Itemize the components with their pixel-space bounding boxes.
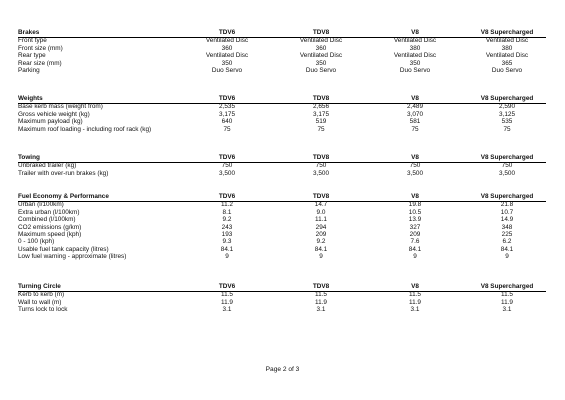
page-number: Page 2 of 3	[265, 366, 300, 373]
cell-value: 10.7	[500, 208, 514, 216]
table-row	[18, 225, 546, 232]
row-label: CO2 emissions (g/km)	[18, 223, 82, 231]
section-header	[18, 194, 546, 202]
cell-value: 11.2	[221, 201, 233, 209]
cell-value: 11.9	[501, 298, 513, 306]
cell-value: 6.2	[502, 238, 512, 246]
brakes-table	[18, 30, 546, 75]
cell-value: 3,175	[219, 110, 235, 118]
cell-value: 9.0	[316, 208, 326, 216]
table-row	[18, 292, 546, 299]
cell-value: 8.1	[222, 208, 232, 216]
cell-value: Ventilated Disc	[485, 37, 529, 45]
fuel-economy-table	[18, 194, 546, 262]
cell-value: 640	[221, 118, 233, 126]
cell-value: 350	[315, 59, 327, 67]
cell-value: 581	[409, 118, 421, 126]
cell-value: 3,500	[219, 169, 235, 177]
column-header: TDV6	[218, 29, 236, 36]
column-header: V8	[411, 283, 419, 290]
cell-value: 3.1	[502, 306, 512, 314]
cell-value: 11.5	[315, 291, 327, 299]
cell-value: Duo Servo	[491, 66, 523, 74]
column-header: TDV6	[218, 154, 236, 161]
cell-value: 84.1	[500, 245, 514, 253]
row-label: Front size (mm)	[18, 44, 63, 52]
column-header: V8	[411, 193, 419, 200]
table-row	[18, 127, 546, 134]
cell-value: 3,125	[499, 110, 515, 118]
cell-value: 10.5	[408, 208, 422, 216]
weights-table	[18, 96, 546, 134]
table-row	[18, 232, 546, 239]
column-header: V8 Supercharged	[480, 193, 534, 200]
cell-value: 9.2	[316, 238, 326, 246]
column-header: V8	[411, 154, 419, 161]
cell-value: 11.5	[221, 291, 233, 299]
cell-value: 11.5	[501, 291, 513, 299]
cell-value: 360	[315, 44, 327, 52]
cell-value: 11.1	[315, 216, 327, 224]
cell-value: 13.9	[408, 216, 422, 224]
cell-value: 750	[315, 162, 327, 170]
cell-value: 750	[221, 162, 233, 170]
cell-value: 9	[505, 253, 509, 261]
cell-value: 75	[411, 125, 419, 133]
row-label: Unbraked trailer (kg)	[18, 162, 77, 170]
cell-value: 2,656	[313, 103, 329, 111]
column-header: TDV8	[312, 95, 330, 102]
table-row	[18, 254, 546, 261]
cell-value: 2,590	[499, 103, 515, 111]
section-title: Brakes	[18, 29, 40, 36]
cell-value: 9	[225, 253, 229, 261]
cell-value: 2,535	[219, 103, 235, 111]
cell-value: 9	[413, 253, 417, 261]
cell-value: 350	[221, 59, 233, 67]
table-row	[18, 307, 546, 314]
section-title: Towing	[18, 154, 40, 161]
cell-value: 2,489	[407, 103, 423, 111]
table-row	[18, 171, 546, 178]
cell-value: 535	[501, 118, 513, 126]
cell-value: 75	[317, 125, 325, 133]
column-header: V8 Supercharged	[480, 154, 534, 161]
cell-value: 750	[409, 162, 421, 170]
cell-value: 11.9	[315, 298, 327, 306]
row-label: Rear type	[18, 52, 46, 60]
row-label: Parking	[18, 66, 40, 74]
cell-value: 3,175	[313, 110, 329, 118]
column-header: V8	[411, 29, 419, 36]
row-label: Turns lock to lock	[18, 306, 68, 314]
cell-value: 14.7	[314, 201, 328, 209]
table-row	[18, 53, 546, 60]
section-title: Fuel Economy & Performance	[18, 193, 109, 200]
column-header: V8 Supercharged	[480, 283, 534, 290]
row-label: Combined (l/100km)	[18, 216, 76, 224]
cell-value: 225	[501, 230, 513, 238]
cell-value: 19.8	[408, 201, 422, 209]
table-row	[18, 210, 546, 217]
cell-value: 3,500	[499, 169, 515, 177]
cell-value: Duo Servo	[305, 66, 337, 74]
column-header: TDV6	[218, 95, 236, 102]
column-header: TDV8	[312, 154, 330, 161]
cell-value: Duo Servo	[399, 66, 431, 74]
cell-value: 11.9	[409, 298, 421, 306]
turning-circle-table	[18, 284, 546, 315]
table-row	[18, 46, 546, 53]
column-header: V8	[411, 95, 419, 102]
row-label: Low fuel warning - approximate (litres)	[18, 253, 127, 261]
cell-value: 209	[409, 230, 421, 238]
column-header: V8 Supercharged	[480, 29, 534, 36]
table-row	[18, 112, 546, 119]
cell-value: 750	[501, 162, 513, 170]
cell-value: 84.1	[314, 245, 328, 253]
table-row	[18, 300, 546, 307]
cell-value: 75	[223, 125, 231, 133]
cell-value: 380	[409, 44, 421, 52]
cell-value: 3.1	[410, 306, 420, 314]
row-label: Wall to wall (m)	[18, 298, 62, 306]
cell-value: 21.8	[500, 201, 514, 209]
column-header: TDV8	[312, 193, 330, 200]
section-header	[18, 30, 546, 38]
row-label: Kerb to kerb (m)	[18, 291, 65, 299]
row-label: Urban (l/100km)	[18, 201, 64, 209]
cell-value: 327	[409, 223, 421, 231]
cell-value: 3,500	[313, 169, 329, 177]
cell-value: 9	[319, 253, 323, 261]
column-header: TDV6	[218, 193, 236, 200]
cell-value: 9.3	[222, 238, 232, 246]
cell-value: 9.2	[222, 216, 232, 224]
table-row	[18, 61, 546, 68]
column-header: TDV8	[312, 29, 330, 36]
cell-value: Ventilated Disc	[299, 52, 343, 60]
row-label: Maximum speed (kph)	[18, 230, 82, 238]
cell-value: Ventilated Disc	[205, 52, 249, 60]
row-label: Trailer with over-run brakes (kg)	[18, 169, 109, 177]
row-label: Maximum payload (kg)	[18, 118, 83, 126]
cell-value: Ventilated Disc	[299, 37, 343, 45]
cell-value: 84.1	[220, 245, 234, 253]
cell-value: 11.5	[409, 291, 421, 299]
cell-value: 519	[315, 118, 327, 126]
cell-value: 3.1	[222, 306, 232, 314]
table-row	[18, 104, 546, 111]
row-label: Base kerb mass (weight from)	[18, 103, 103, 111]
column-header: V8 Supercharged	[480, 95, 534, 102]
cell-value: 75	[503, 125, 511, 133]
cell-value: 348	[501, 223, 513, 231]
cell-value: 294	[315, 223, 327, 231]
cell-value: 193	[221, 230, 233, 238]
cell-value: Duo Servo	[211, 66, 243, 74]
cell-value: Ventilated Disc	[205, 37, 249, 45]
cell-value: 7.6	[410, 238, 420, 246]
table-row	[18, 217, 546, 224]
cell-value: 11.9	[221, 298, 233, 306]
cell-value: 365	[501, 59, 513, 67]
section-title: Turning Circle	[18, 283, 61, 290]
row-label: Maximum roof loading - including roof rack (kg)	[18, 125, 152, 133]
cell-value: 243	[221, 223, 233, 231]
row-label: Extra urban (l/100km)	[18, 208, 80, 216]
cell-value: 3,070	[407, 110, 423, 118]
cell-value: 209	[315, 230, 327, 238]
table-row	[18, 202, 546, 209]
cell-value: Ventilated Disc	[485, 52, 529, 60]
column-header: TDV8	[312, 283, 330, 290]
row-label: 0 - 100 (kph)	[18, 238, 55, 246]
section-header	[18, 284, 546, 292]
cell-value: 360	[221, 44, 233, 52]
table-row	[18, 38, 546, 45]
cell-value: Ventilated Disc	[393, 52, 437, 60]
row-label: Gross vehicle weight (kg)	[18, 110, 90, 118]
table-row	[18, 68, 546, 75]
cell-value: 84.1	[408, 245, 422, 253]
row-label: Usable fuel tank capacity (litres)	[18, 245, 109, 253]
column-header: TDV6	[218, 283, 236, 290]
section-header	[18, 155, 546, 163]
row-label: Front type	[18, 37, 47, 45]
cell-value: Ventilated Disc	[393, 37, 437, 45]
row-label: Rear size (mm)	[18, 59, 62, 67]
cell-value: 3,500	[407, 169, 423, 177]
towing-table	[18, 155, 546, 178]
cell-value: 350	[409, 59, 421, 67]
section-title: Weights	[18, 95, 43, 102]
cell-value: 380	[501, 44, 513, 52]
cell-value: 14.9	[500, 216, 514, 224]
cell-value: 3.1	[316, 306, 326, 314]
